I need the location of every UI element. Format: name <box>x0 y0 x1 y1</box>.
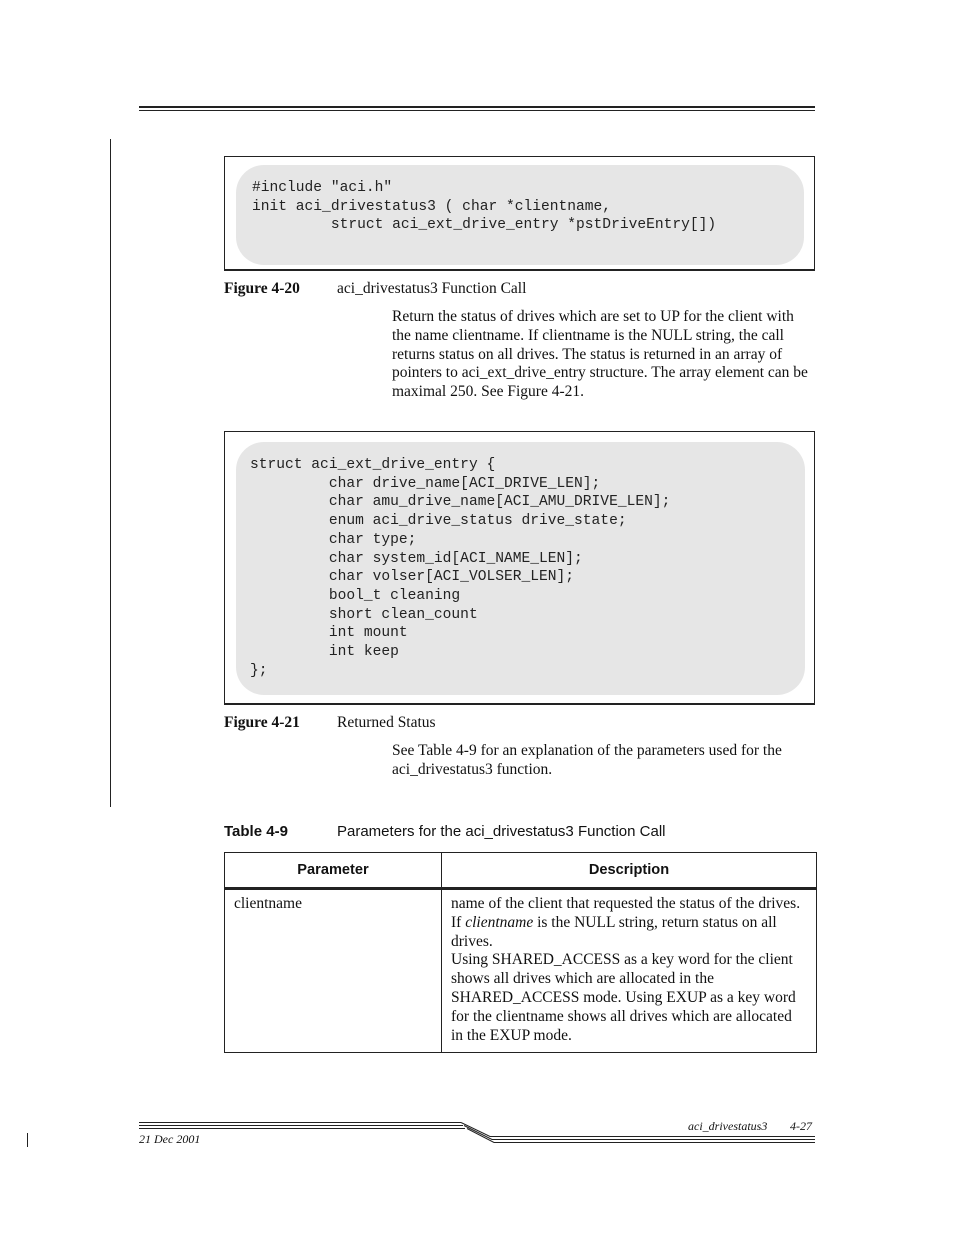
table-row <box>225 889 817 1053</box>
footer-rule <box>139 1122 461 1123</box>
description-cell <box>442 889 817 1053</box>
parameters-table <box>224 852 817 1053</box>
footer-rule-step <box>460 1120 820 1144</box>
footer-date: 21 Dec 2001 <box>139 1132 201 1146</box>
footer-rule <box>139 1125 463 1126</box>
parameter-cell: clientname <box>225 889 442 1053</box>
footer-page-number: 4-27 <box>790 1119 812 1133</box>
figure-label: Figure 4-21 <box>224 714 300 731</box>
table-caption: Parameters for the aci_drivestatus3 Function Call <box>337 823 666 840</box>
description-text: Using SHARED_ACCESS as a key word for the client shows all drives which are allocated in the SHARED_ACCESS mode. Using EXUP as a key word for the clientname shows all drives which are allocated in the EXUP mode. <box>451 951 796 1044</box>
code-listing-function-call: #include "aci.h" init aci_drivestatus3 ( char *clientname, struct aci_ext_drive_entry *pstDriveEntry[]) <box>252 180 717 233</box>
footer-rule <box>139 1128 465 1129</box>
figure-caption: Returned Status <box>337 714 436 731</box>
column-header-parameter: Parameter <box>225 853 442 889</box>
change-bar <box>110 139 111 807</box>
description-emphasis: clientname <box>465 913 534 931</box>
figure-caption: aci_drivestatus3 Function Call <box>337 280 527 297</box>
description-paragraph: Return the status of drives which are set to UP for the client with the name clientname. If clientname is the NULL string, the call returns status on all drives. The status is returned in an array of pointers to aci_ext_drive_entry structure. The array element can be maximal 250. See Figure 4-21. <box>392 308 808 401</box>
table-header-row <box>225 853 817 889</box>
reference-paragraph: See Table 4-9 for an explanation of the parameters used for the aci_drivestatus3 function. <box>392 742 782 778</box>
footer-change-bar <box>27 1133 28 1147</box>
column-header-description: Description <box>442 853 817 889</box>
header-rule <box>139 106 815 111</box>
figure-4-21-box <box>224 431 815 705</box>
footer-function-name: aci_drivestatus3 <box>688 1119 768 1133</box>
figure-4-20-box <box>224 156 815 271</box>
code-listing-struct: struct aci_ext_drive_entry { char drive_name[ACI_DRIVE_LEN]; char amu_drive_name[ACI_AMU_DRIVE_LEN]; enum aci_drive_status drive_state; char type; char system_id[ACI_NAME_LEN]; char volser[ACI_VOLSER_LEN]; bool_t cleaning short clean_count int mount int keep }; <box>250 457 671 679</box>
figure-label: Figure 4-20 <box>224 280 300 297</box>
description-text: is the NULL string, return status on all drives. <box>451 913 777 950</box>
description-text: name of the client that requested the status of the drives. If <box>451 895 801 931</box>
table-label: Table 4-9 <box>224 823 288 840</box>
